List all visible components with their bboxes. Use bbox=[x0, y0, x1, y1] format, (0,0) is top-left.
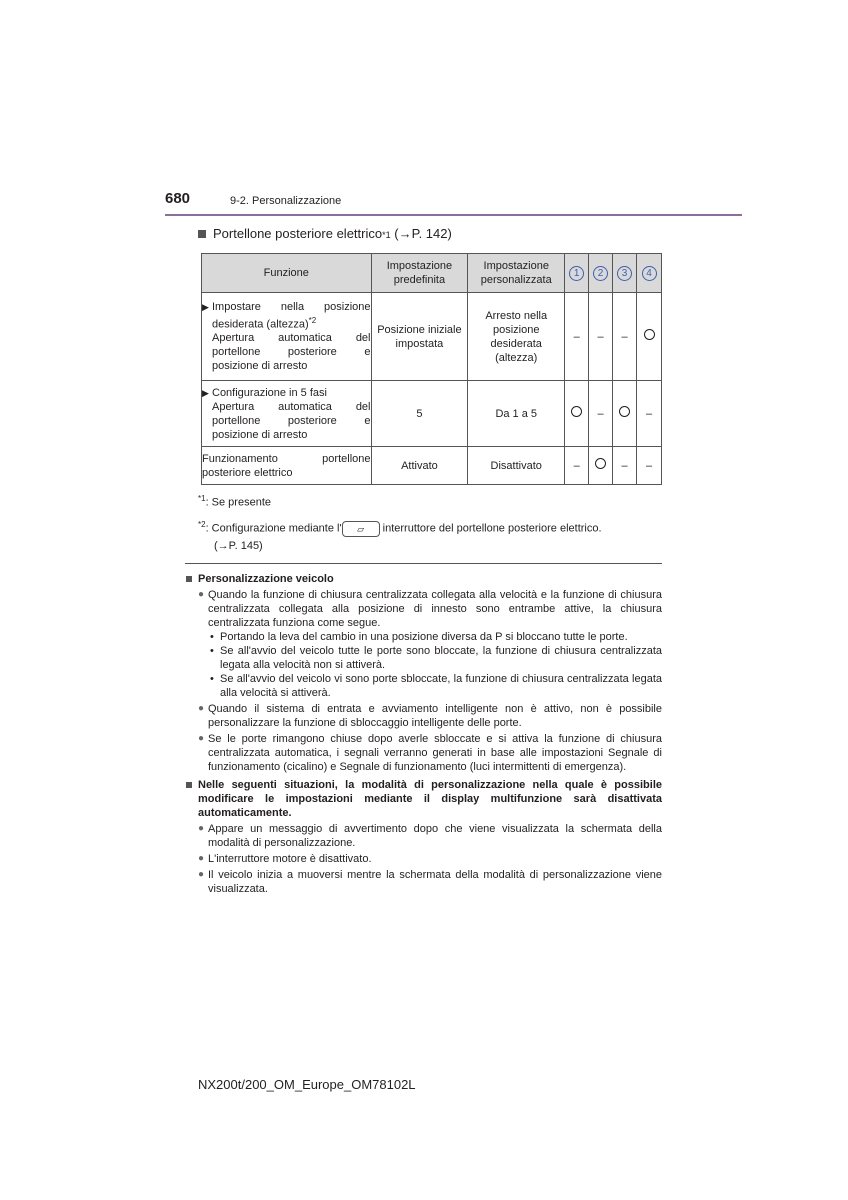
list-item bbox=[186, 822, 662, 850]
function-description: Apertura automatica del portellone posteriore e posizione di arresto bbox=[212, 332, 371, 373]
sub-list-item bbox=[186, 672, 662, 700]
circle-mark-icon bbox=[619, 406, 630, 417]
function-cell bbox=[202, 447, 372, 485]
custom-value: Arresto nella posizione desiderata (altezza) bbox=[468, 293, 565, 381]
table-row bbox=[202, 447, 662, 485]
default-value: Posizione iniziale impostata bbox=[371, 293, 468, 381]
bullet-icon: ● bbox=[198, 853, 205, 864]
function-cell bbox=[202, 293, 372, 381]
table-header-row bbox=[202, 254, 662, 293]
method-3-mark bbox=[613, 381, 637, 447]
page-reference: P. 145) bbox=[228, 539, 263, 552]
header-method-4 bbox=[637, 254, 662, 293]
circle-mark-icon bbox=[595, 458, 606, 469]
sub-list-item-text: Portando la leva del cambio in una posizione diversa da P si bloccano tutte le porte. bbox=[220, 631, 628, 643]
list-item-text: Appare un messaggio di avvertimento dopo che viene visualizzata la schermata della modalità di personalizzazione. bbox=[208, 823, 662, 849]
list-item-text: Se le porte rimangono chiuse dopo averle sbloccate e si attiva la funzione di chiusura centralizzata automatica, i segnali verranno generati in base alle impostazioni Segnale di funzionamento (cicalino) e Segnale di funzionamento (luci intermittenti di emergenza). bbox=[208, 733, 662, 773]
circled-number-2: 2 bbox=[593, 266, 608, 281]
header-method-3 bbox=[613, 254, 637, 293]
function-name: Configurazione in 5 fasi bbox=[212, 386, 327, 399]
footnote-mark: *1 bbox=[198, 494, 206, 503]
triangle-bullet-icon: ▶ bbox=[202, 301, 209, 312]
header-function: Funzione bbox=[202, 254, 372, 293]
method-4-mark: – bbox=[637, 447, 662, 485]
footnote-text: : Se presente bbox=[205, 496, 271, 509]
square-bullet-icon bbox=[198, 230, 206, 238]
page-number: 680 bbox=[165, 190, 191, 207]
function-description: Apertura automatica del portellone posteriore e posizione di arresto bbox=[212, 400, 371, 441]
function-name: Funzionamento portellone posteriore elettrico bbox=[202, 452, 371, 479]
footnote-text-2: interruttore del portellone posteriore elettrico. bbox=[379, 522, 602, 535]
table-title-text: Portellone posteriore elettrico bbox=[213, 226, 383, 241]
bullet-icon: ● bbox=[198, 589, 205, 600]
small-bullet-icon: • bbox=[210, 645, 214, 657]
small-bullet-icon: • bbox=[210, 673, 214, 685]
document-code: NX200t/200_OM_Europe_OM78102L bbox=[198, 1077, 416, 1092]
footnote-2 bbox=[198, 516, 638, 555]
method-2-mark: – bbox=[589, 293, 613, 381]
method-3-mark: – bbox=[613, 293, 637, 381]
sub-list-item-text: Se all'avvio del veicolo vi sono porte sbloccate, la funzione di chiusura centralizzata legata alla velocità si attiverà. bbox=[220, 673, 662, 699]
section-divider bbox=[185, 563, 662, 564]
footnote-text: : Configurazione mediante l' bbox=[205, 522, 342, 535]
section-title: 9-2. Personalizzazione bbox=[230, 195, 342, 207]
function-name: Impostare nella posizione desiderata (altezza) bbox=[212, 300, 371, 331]
header-method-2 bbox=[589, 254, 613, 293]
circle-mark-icon bbox=[644, 329, 655, 340]
list-item bbox=[186, 852, 662, 866]
ref-open: ( bbox=[394, 226, 399, 241]
list-item-text: Quando la funzione di chiusura centralizzata collegata alla velocità e la funzione di chiusura centralizzata collegata alla posizione di innesto sono entrambe attive, la chiusura centralizzata funziona come segue. bbox=[208, 589, 662, 629]
note-heading bbox=[186, 572, 662, 586]
square-bullet-icon bbox=[186, 782, 192, 788]
sub-list-item bbox=[186, 630, 662, 644]
circled-number-3: 3 bbox=[617, 266, 632, 281]
note-heading bbox=[186, 778, 662, 820]
header-divider bbox=[165, 214, 742, 216]
custom-value: Disattivato bbox=[468, 447, 565, 485]
ref-open: ( bbox=[214, 539, 218, 552]
method-2-mark bbox=[589, 447, 613, 485]
method-2-mark: – bbox=[589, 381, 613, 447]
list-item bbox=[186, 868, 662, 896]
list-item-text: Quando il sistema di entrata e avviamento intelligente non è attivo, non è possibile personalizzare la funzione di sbloccaggio intelligente delle porte. bbox=[208, 703, 662, 729]
list-item bbox=[186, 702, 662, 730]
bullet-icon: ● bbox=[198, 869, 205, 880]
circled-number-1: 1 bbox=[569, 266, 584, 281]
bullet-icon: ● bbox=[198, 733, 205, 744]
header-custom: Impostazione personalizzata bbox=[468, 254, 565, 293]
circled-number-4: 4 bbox=[642, 266, 657, 281]
header-default: Impostazione predefinita bbox=[371, 254, 468, 293]
power-back-door-switch-icon: ▱ bbox=[342, 521, 380, 537]
square-bullet-icon bbox=[186, 576, 192, 582]
bullet-icon: ● bbox=[198, 703, 205, 714]
default-value: 5 bbox=[371, 381, 468, 447]
list-item bbox=[186, 732, 662, 774]
method-1-mark: – bbox=[565, 447, 589, 485]
arrow-icon: → bbox=[217, 539, 229, 552]
notes-section bbox=[186, 572, 662, 896]
arrow-icon: → bbox=[398, 226, 412, 241]
list-item-text: Il veicolo inizia a muoversi mentre la schermata della modalità di personalizzazione viene visualizzata. bbox=[208, 869, 662, 895]
method-4-mark: – bbox=[637, 381, 662, 447]
method-1-mark bbox=[565, 381, 589, 447]
table-row bbox=[202, 293, 662, 381]
bullet-icon: ● bbox=[198, 823, 205, 834]
page-reference: P. 142) bbox=[411, 226, 452, 241]
method-4-mark bbox=[637, 293, 662, 381]
footnote-mark: *1 bbox=[382, 230, 391, 240]
table-row bbox=[202, 381, 662, 447]
footnote-mark: *2 bbox=[198, 520, 206, 529]
note-heading-text: Nelle seguenti situazioni, la modalità di personalizzazione nella quale è possibile modificare le impostazioni mediante il display multifunzione sarà disattivata automaticamente. bbox=[198, 779, 662, 819]
sub-list-item-text: Se all'avvio del veicolo tutte le porte sono bloccate, la funzione di chiusura centralizzata legata alla velocità non si attiverà. bbox=[220, 645, 662, 671]
sub-list-item bbox=[186, 644, 662, 672]
footnote-mark: *2 bbox=[308, 315, 317, 325]
small-bullet-icon: • bbox=[210, 631, 214, 643]
list-item-text: L'interruttore motore è disattivato. bbox=[208, 853, 372, 865]
method-1-mark: – bbox=[565, 293, 589, 381]
triangle-bullet-icon: ▶ bbox=[202, 387, 209, 398]
circle-mark-icon bbox=[571, 406, 582, 417]
footnote-1 bbox=[198, 494, 271, 509]
settings-table bbox=[201, 253, 662, 485]
table-title bbox=[198, 226, 452, 241]
note-heading-text: Personalizzazione veicolo bbox=[198, 573, 334, 585]
list-item bbox=[186, 588, 662, 630]
function-cell bbox=[202, 381, 372, 447]
custom-value: Da 1 a 5 bbox=[468, 381, 565, 447]
header-method-1 bbox=[565, 254, 589, 293]
method-3-mark: – bbox=[613, 447, 637, 485]
default-value: Attivato bbox=[371, 447, 468, 485]
